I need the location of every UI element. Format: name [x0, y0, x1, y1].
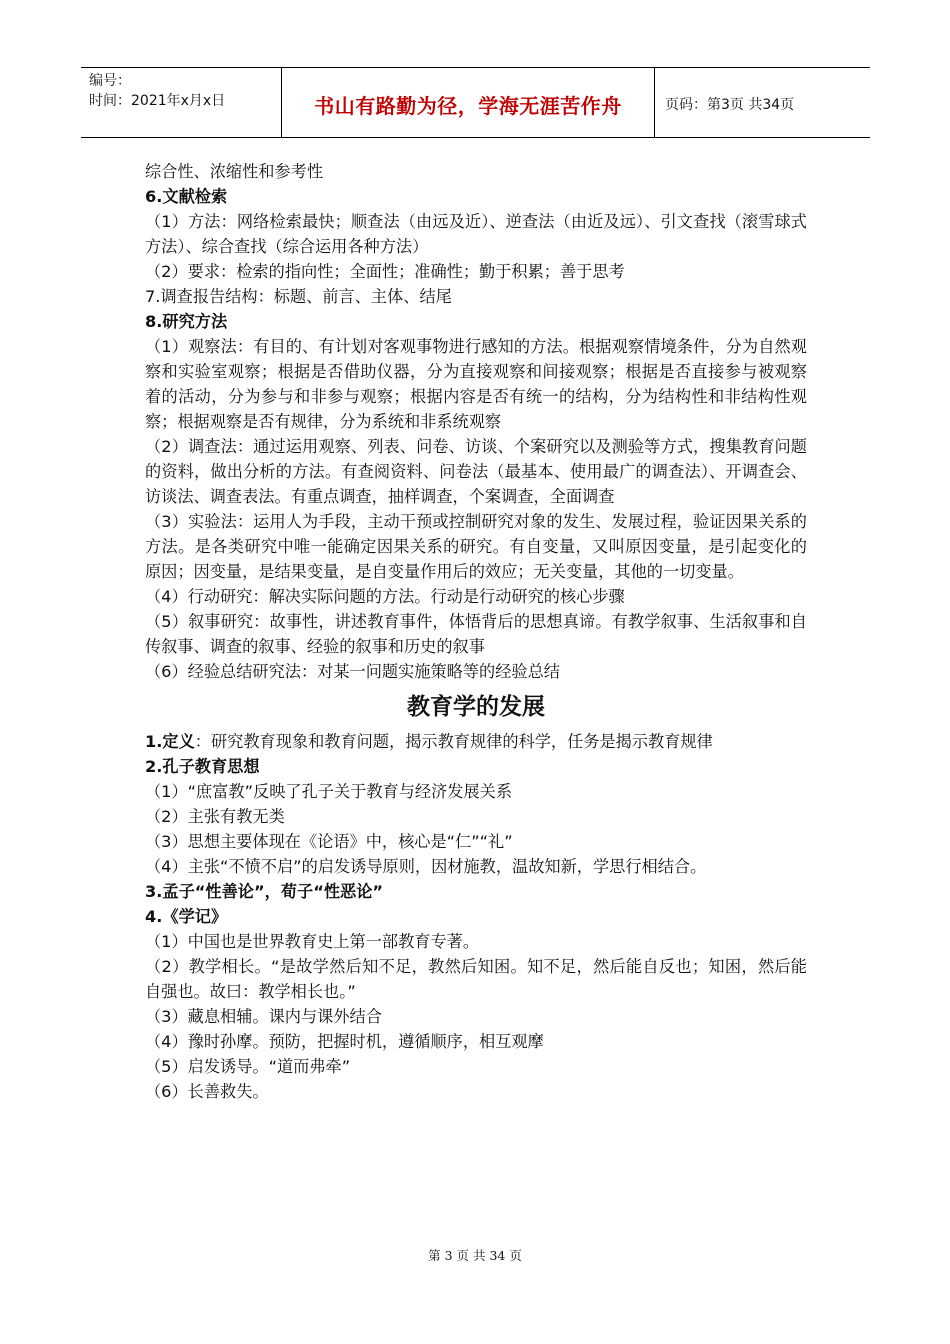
paragraph-8-2: （2）调查法：通过运用观察、列表、问卷、访谈、个案研究以及测验等方式，搜集教育问题的资料，做出分析的方法。有查阅资料、问卷法（最基本、使用最广的调查法）、开调查会、访谈法、调查表法。有重点调查，抽样调查，个案调查，全面调查: [145, 437, 807, 506]
definition-paragraph: [145, 729, 807, 754]
heading-8: 8.研究方法: [145, 312, 228, 331]
header-page-label: 页码：第3页 共34页: [665, 96, 795, 113]
xueji-item-1: （1）中国也是世界教育史上第一部教育专著。: [145, 932, 480, 951]
paragraph-8-1: （1）观察法：有目的、有计划对客观事物进行感知的方法。根据观察情境条件，分为自然观察和实验室观察；根据是否借助仪器，分为直接观察和间接观察；根据是否直接参与被观察着的活动，分为参与和非参与观察；根据内容是否有统一的结构，分为结构性和非结构性观察；根据观察是否有规律，分为系统和非系统观察: [145, 337, 807, 431]
page-header: [81, 67, 870, 138]
confucius-item-4: （4）主张“不愤不启”的启发诱导原则，因材施教，温故知新，学思行相结合。: [145, 857, 707, 876]
paragraph-8-6: （6）经验总结研究法：对某一问题实施策略等的经验总结: [145, 662, 560, 681]
time-label: 时间：2021年x月x日: [89, 93, 226, 109]
definition-label: 1.定义: [145, 732, 195, 751]
xueji-item-6: （6）长善救失。: [145, 1082, 269, 1101]
confucius-item-3: （3）思想主要体现在《论语》中，核心是“仁”“礼”: [145, 832, 513, 851]
xueji-item-5: （5）启发诱导。“道而弗牵”: [145, 1057, 351, 1076]
paragraph-6-2: （2）要求：检索的指向性；全面性；准确性；勤于积累；善于思考: [145, 262, 625, 281]
xueji-item-2: （2）教学相长。“是故学然后知不足，教然后知困。知不足，然后能自反也；知困，然后能自强也。故曰：教学相长也。”: [145, 957, 807, 1001]
page-footer: 第 3 页 共 34 页: [428, 1248, 522, 1263]
heading-6: 6.文献检索: [145, 187, 228, 206]
intro-line: 综合性、浓缩性和参考性: [145, 162, 324, 181]
paragraph-8-4: （4）行动研究：解决实际问题的方法。行动是行动研究的核心步骤: [145, 587, 625, 606]
heading-mencius-xunzi: 3.孟子“性善论”，荀子“性恶论”: [145, 882, 384, 901]
definition-text: ：研究教育现象和教育问题，揭示教育规律的科学，任务是揭示教育规律: [194, 732, 713, 751]
heading-confucius: 2.孔子教育思想: [145, 757, 260, 776]
paragraph-6-1: （1）方法：网络检索最快；顺查法（由远及近）、逆查法（由近及远）、引文查找（滚雪球式方法）、综合查找（综合运用各种方法）: [145, 212, 807, 256]
section-title: 教育学的发展: [407, 693, 545, 720]
header-motto: 书山有路勤为径，学海无涯苦作舟: [282, 68, 655, 137]
header-info: [81, 68, 282, 137]
paragraph-8-5: （5）叙事研究：故事性，讲述教育事件，体悟背后的思想真谛。有教学叙事、生活叙事和自传叙事、调查的叙事、经验的叙事和历史的叙事: [145, 612, 807, 656]
paragraph-7: 7.调查报告结构：标题、前言、主体、结尾: [145, 287, 452, 306]
xueji-item-3: （3）藏息相辅。课内与课外结合: [145, 1007, 382, 1026]
number-label: 编号：: [89, 73, 131, 89]
confucius-item-1: （1）“庶富教”反映了孔子关于教育与经济发展关系: [145, 782, 513, 801]
xueji-item-4: （4）豫时孙摩。预防，把握时机，遵循顺序，相互观摩: [145, 1032, 544, 1051]
confucius-item-2: （2）主张有教无类: [145, 807, 285, 826]
paragraph-8-3: （3）实验法：运用人为手段，主动干预或控制研究对象的发生、发展过程，验证因果关系的方法。是各类研究中唯一能确定因果关系的研究。有自变量，又叫原因变量，是引起变化的原因；因变量，是结果变量，是自变量作用后的效应；无关变量，其他的一切变量。: [145, 512, 807, 581]
document-body: [145, 159, 807, 1104]
heading-xueji: 4.《学记》: [145, 907, 228, 926]
